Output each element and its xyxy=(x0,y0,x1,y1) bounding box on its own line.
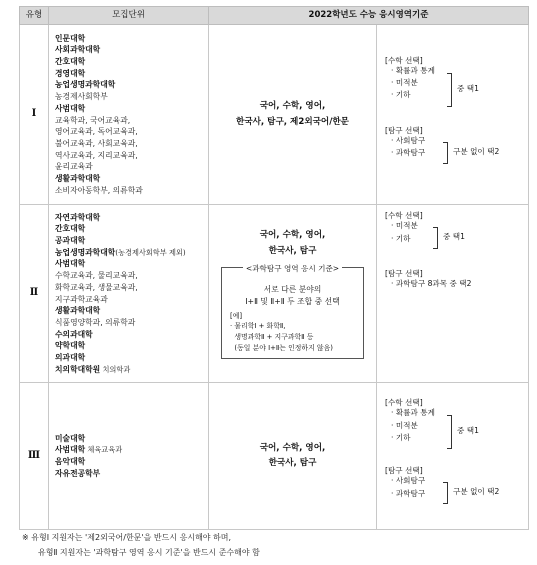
unit-suffix: 치의학과 xyxy=(100,364,131,374)
inquiry-bracket xyxy=(443,482,448,504)
math-option: · 확률과 통계 xyxy=(391,65,435,75)
math-choice: 중 택1 xyxy=(457,426,479,435)
unit-line xyxy=(55,103,204,115)
unit-line xyxy=(55,258,204,270)
unit-line xyxy=(55,468,204,480)
standard-line: 국어, 수학, 영어, xyxy=(259,101,326,112)
science-criteria-line: Ⅰ+Ⅱ 및 Ⅱ+Ⅱ 두 조합 중 선택 xyxy=(245,297,340,307)
selection-cell xyxy=(377,383,529,530)
unit-line xyxy=(55,115,204,127)
college-name: 인문대학 xyxy=(55,33,86,43)
college-name: 사범대학 xyxy=(55,103,86,113)
college-name: 농업생명과학대학 xyxy=(55,247,116,257)
standard-cell xyxy=(209,205,377,383)
department-name: 화학교육과, 생물교육과, xyxy=(55,282,138,292)
units-cell xyxy=(49,383,209,530)
math-selection xyxy=(385,211,522,259)
footnote-line-2: 유형Ⅱ 지원자는 '과학탐구 영역 응시 기준'을 반드시 준수해야 함 xyxy=(38,548,260,558)
unit-line xyxy=(55,340,204,352)
inquiry-option: · 과학탐구 xyxy=(391,148,426,158)
college-name: 음악대학 xyxy=(55,457,86,467)
department-name: 영어교육과, 독어교육과, xyxy=(55,127,138,137)
standard-line: 한국사, 탐구, 제2외국어/한문 xyxy=(236,116,349,127)
type-cell: Ⅱ xyxy=(20,205,49,383)
units-list xyxy=(55,433,204,480)
college-name: 수의과대학 xyxy=(55,329,93,339)
math-selection xyxy=(385,398,522,460)
standard-line: 국어, 수학, 영어, xyxy=(259,230,326,241)
unit-suffix: 체육교육과 xyxy=(85,445,123,455)
inquiry-option: · 사회탐구 xyxy=(391,135,426,145)
example-line: · 물리학Ⅰ + 화학Ⅱ, xyxy=(230,322,286,331)
math-choice: 중 택1 xyxy=(457,83,479,93)
unit-line xyxy=(55,223,204,235)
inquiry-selection-head: [탐구 선택] xyxy=(385,269,423,278)
college-name: 약학대학 xyxy=(55,341,86,351)
college-name: 생활과학대학 xyxy=(55,173,101,183)
college-name: 농업생명과학대학 xyxy=(55,80,116,90)
unit-line xyxy=(55,317,204,329)
unit-line xyxy=(55,185,204,197)
inquiry-selection-head: [탐구 선택] xyxy=(385,125,423,135)
standard-cell xyxy=(209,25,377,205)
unit-line xyxy=(55,456,204,468)
inquiry-selection xyxy=(385,466,522,514)
units-cell xyxy=(49,205,209,383)
units-list xyxy=(55,33,204,197)
inquiry-bracket xyxy=(443,142,448,164)
unit-line xyxy=(55,44,204,56)
inquiry-option: · 사회탐구 xyxy=(391,476,426,486)
type-cell: Ⅲ xyxy=(20,383,49,530)
unit-suffix: (농경제사회학부 제외) xyxy=(115,247,186,257)
type-cell: Ⅰ xyxy=(20,25,49,205)
unit-line xyxy=(55,161,204,173)
college-name: 경영대학 xyxy=(55,68,86,78)
college-name: 의과대학 xyxy=(55,352,86,362)
math-option: · 확률과 통계 xyxy=(391,408,435,418)
example-line: 생명과학Ⅱ + 지구과학Ⅱ 등 xyxy=(230,333,314,342)
unit-line xyxy=(55,329,204,341)
selection-cell xyxy=(377,25,529,205)
college-name: 간호대학 xyxy=(55,57,86,67)
inquiry-selection xyxy=(385,269,522,291)
math-bracket xyxy=(447,73,452,107)
department-name: 역사교육과, 지리교육과, xyxy=(55,150,138,160)
selection-cell xyxy=(377,205,529,383)
department-name: 식품영양학과, 의류학과 xyxy=(55,317,136,327)
math-option: · 기하 xyxy=(391,432,411,442)
unit-line xyxy=(55,282,204,294)
admission-criteria-table xyxy=(19,6,529,530)
standard-line: 한국사, 탐구 xyxy=(268,245,317,256)
unit-line xyxy=(55,126,204,138)
math-option: · 미적분 xyxy=(391,78,418,88)
science-criteria-examples xyxy=(228,311,357,354)
math-option: · 기하 xyxy=(391,233,411,243)
college-name: 간호대학 xyxy=(55,224,86,234)
table-row xyxy=(20,25,529,205)
inquiry-selection xyxy=(385,126,522,174)
math-selection-head: [수학 선택] xyxy=(385,55,423,65)
header-row xyxy=(20,7,529,25)
unit-line xyxy=(55,235,204,247)
math-option: · 미적분 xyxy=(391,420,418,430)
math-bracket xyxy=(447,415,452,449)
header-units: 모집단위 xyxy=(49,7,209,25)
unit-line xyxy=(55,294,204,306)
science-criteria-line: 서로 다른 분야의 xyxy=(263,284,322,294)
footnote xyxy=(22,530,260,560)
math-choice: 중 택1 xyxy=(443,232,465,241)
unit-line xyxy=(55,444,204,456)
science-criteria-title: <과학탐구 영역 응시 기준> xyxy=(243,262,342,276)
unit-line xyxy=(55,173,204,185)
math-option: · 기하 xyxy=(391,90,411,100)
college-name: 치의학대학원 xyxy=(55,364,101,374)
unit-line xyxy=(55,33,204,45)
inquiry-option: · 과학탐구 xyxy=(391,488,426,498)
table-row xyxy=(20,383,529,530)
college-name: 생활과학대학 xyxy=(55,306,101,316)
department-name: 농경제사회학부 xyxy=(55,92,108,102)
math-selection xyxy=(385,56,522,118)
header-type: 유형 xyxy=(20,7,49,25)
math-selection-head: [수학 선택] xyxy=(385,398,423,407)
unit-line xyxy=(55,79,204,91)
unit-line xyxy=(55,91,204,103)
math-option: · 미적분 xyxy=(391,221,418,231)
department-name: 윤리교육과 xyxy=(55,162,93,172)
department-name: 교육학과, 국어교육과, xyxy=(55,115,131,125)
department-name: 수학교육과, 물리교육과, xyxy=(55,271,138,281)
unit-line xyxy=(55,138,204,150)
standard-cell xyxy=(209,383,377,530)
unit-line xyxy=(55,364,204,376)
unit-line xyxy=(55,150,204,162)
standard-line: 한국사, 탐구 xyxy=(268,458,317,468)
inquiry-choice: 구분 없이 택2 xyxy=(453,146,500,156)
inquiry-selection-head: [탐구 선택] xyxy=(385,466,423,475)
college-name: 자연과학대학 xyxy=(55,212,101,222)
department-name: 불어교육과, 사회교육과, xyxy=(55,138,138,148)
header-standard: 2022학년도 수능 응시영역기준 xyxy=(209,7,529,25)
college-name: 미술대학 xyxy=(55,433,86,443)
unit-line xyxy=(55,433,204,445)
college-name: 사범대학 xyxy=(55,259,86,269)
unit-line xyxy=(55,247,204,259)
unit-line xyxy=(55,56,204,68)
units-cell xyxy=(49,25,209,205)
math-selection-head: [수학 선택] xyxy=(385,211,423,220)
table-row xyxy=(20,205,529,383)
unit-line xyxy=(55,212,204,224)
science-criteria-box xyxy=(221,264,364,358)
college-name: 공과대학 xyxy=(55,235,86,245)
footnote-line-1: ※ 유형Ⅰ 지원자는 '제2외국어/한문'을 반드시 응시해야 하며, xyxy=(22,533,232,542)
college-name: 사범대학 xyxy=(55,445,86,455)
unit-line xyxy=(55,352,204,364)
unit-line xyxy=(55,305,204,317)
college-name: 사회과학대학 xyxy=(55,45,101,55)
college-name: 자유전공학부 xyxy=(55,468,101,478)
department-name: 소비자아동학부, 의류학과 xyxy=(55,185,143,195)
department-name: 지구과학교육과 xyxy=(55,294,108,304)
standard-line: 국어, 수학, 영어, xyxy=(259,442,326,453)
inquiry-choice: 구분 없이 택2 xyxy=(453,487,500,496)
unit-line xyxy=(55,270,204,282)
example-line: [예] xyxy=(230,311,243,320)
example-line: (동일 분야 Ⅰ+Ⅱ는 인정하지 않음) xyxy=(230,343,333,352)
unit-line xyxy=(55,68,204,80)
inquiry-option: · 과학탐구 8과목 중 택2 xyxy=(391,279,472,289)
math-bracket xyxy=(433,227,438,249)
units-list xyxy=(55,212,204,376)
